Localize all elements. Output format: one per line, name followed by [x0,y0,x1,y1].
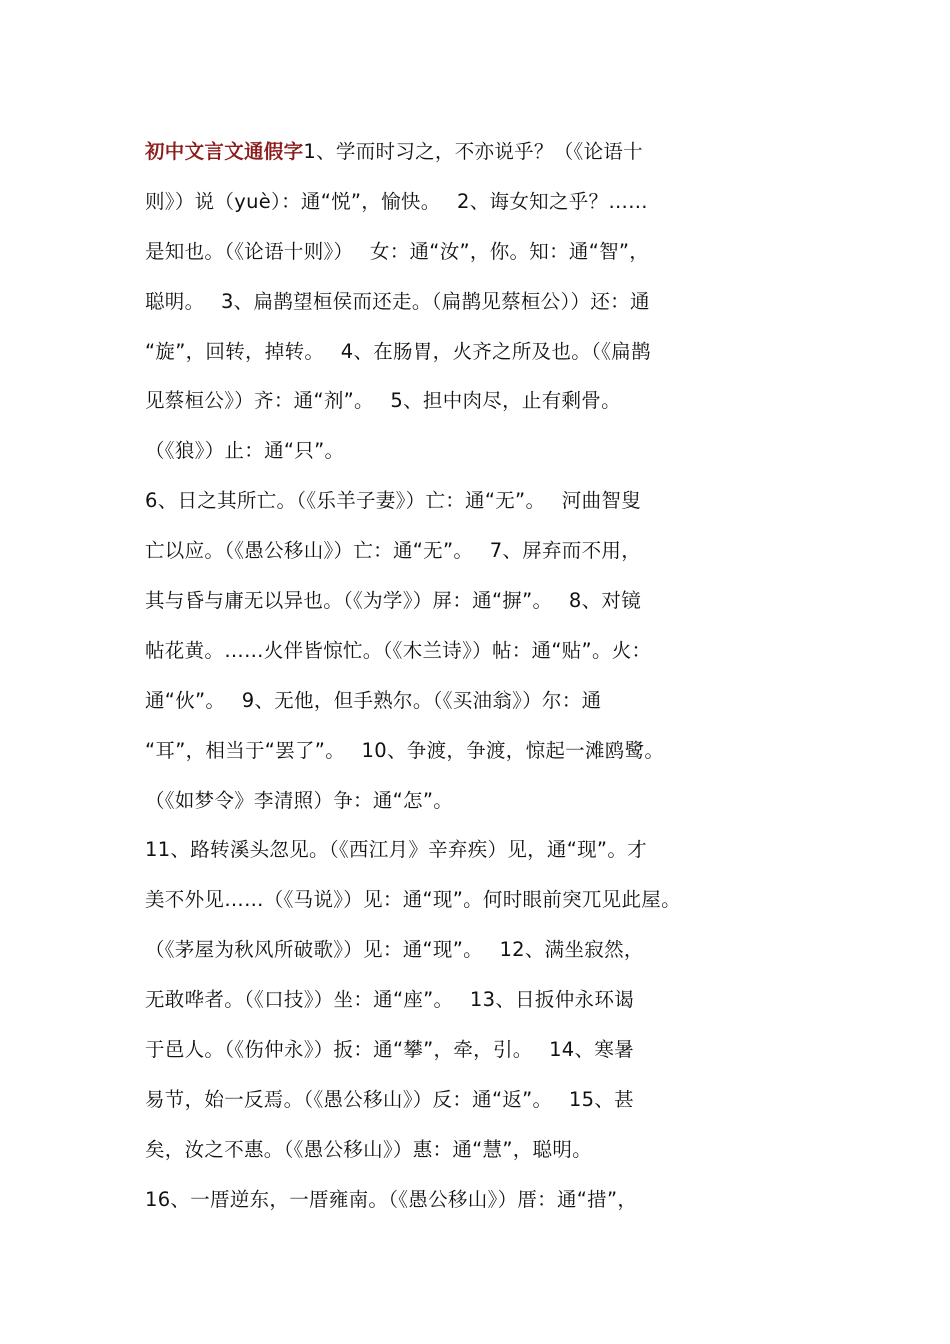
text-line: 亡以应。（《愚公移山》）亡：通“无”。 7、屏弃而不用， [145,539,642,563]
text-line: 帖花黄。……火伴皆惊忙。（《木兰诗》）帖：通“贴”。火： [145,638,652,662]
text-line: “旋”，回转，掉转。 4、在肠胃，火齐之所及也。（《扁鹊 [145,339,651,363]
document-title: 初中文言文通假字 [145,140,304,163]
text-line: （《狼》）止：通“只”。 [145,439,345,463]
text-line: 矣，汝之不惠。（《愚公移山》）惠：通“慧”，聪明。 [145,1137,592,1161]
text-line: 则》）说（yuè）：通“悦”，愉快。 2、诲女知之乎？…… [145,189,648,213]
text-line: 通“伙”。 9、无他，但手熟尔。（《买油翁》）尔：通 [145,688,602,712]
text-line: 见蔡桓公》）齐：通“剂”。 5、担中肉尽，止有剩骨。 [145,389,621,413]
text-line: 其与昏与庸无以异也。（《为学》）屏：通“摒”。 8、对镜 [145,589,642,613]
text-line: 16、一厝逆东，一厝雍南。（《愚公移山》）厝：通“措”， [145,1187,638,1211]
text-line: （《如梦令》李清照）争：通“怎”。 [145,788,454,812]
text-line: 聪明。 3、扁鹊望桓侯而还走。（扁鹊见蔡桓公））还：通 [145,289,650,313]
text-line: 11、路转溪头忽见。（《西江月》辛弃疾）见，通“现”。才 [145,838,647,862]
text-line: 美不外见……（《马说》）见：通“现”。何时眼前突兀见此屋。 [145,888,681,912]
text-line: 无敢哗者。（《口技》）坐：通“座”。 13、日扳仲永环谒 [145,988,634,1012]
text-line: 是知也。（《论语十则》） 女：通“汝”，你。知：通“智”， [145,239,650,263]
document-body [145,127,835,1225]
text-line: 6、日之其所亡。（《乐羊子妻》）亡：通“无”。 河曲智叟 [145,489,642,513]
line-text: 1、学而时习之，不亦说乎？（《论语十 [303,140,643,163]
text-line: （《茅屋为秋风所破歌》）见：通“现”。 12、满坐寂然， [145,938,644,962]
text-line: 于邑人。（《伤仲永》）扳：通“攀”，牵，引。 14、寒暑 [145,1038,634,1062]
text-line [145,127,835,177]
text-line: “耳”，相当于“罢了”。 10、争渡，争渡，惊起一滩鸥鹭。 [145,738,665,762]
text-line: 易节，始一反焉。（《愚公移山》）反：通“返”。 15、甚 [145,1087,634,1111]
